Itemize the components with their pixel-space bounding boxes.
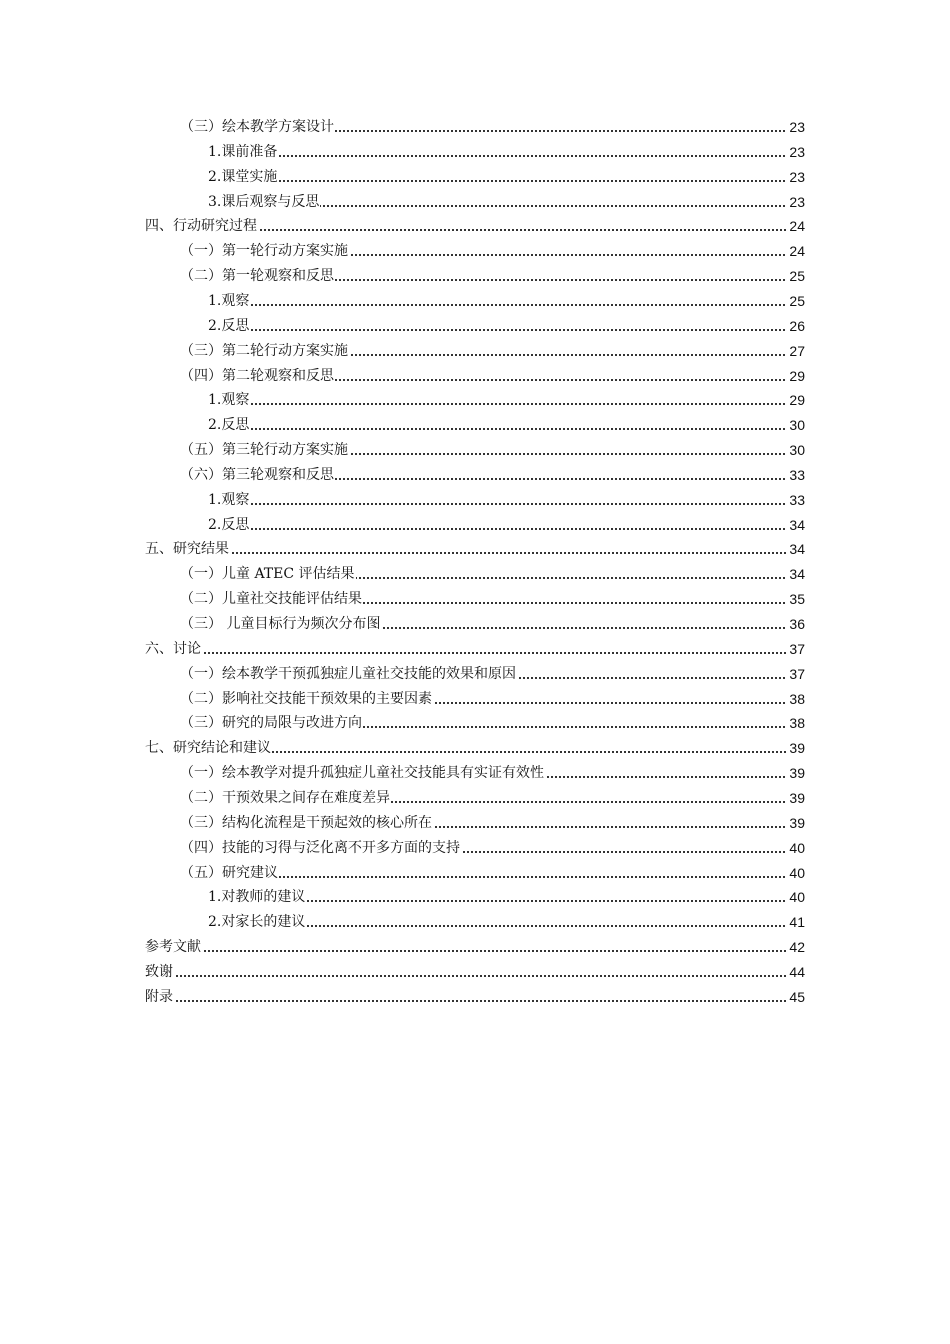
toc-entry[interactable] bbox=[0, 165, 950, 189]
toc-entry-title: （四）技能的习得与泛化离不开多方面的支持 bbox=[180, 836, 461, 860]
toc-entry-page-number: 39 bbox=[787, 761, 805, 785]
toc-entry[interactable] bbox=[0, 910, 950, 934]
toc-leader-dots bbox=[145, 552, 805, 554]
toc-leader-dots bbox=[208, 329, 805, 331]
toc-entry-title: （二）影响社交技能干预效果的主要因素 bbox=[180, 687, 433, 711]
toc-entry[interactable] bbox=[0, 587, 950, 611]
toc-entry[interactable] bbox=[0, 264, 950, 288]
toc-entry[interactable] bbox=[0, 711, 950, 735]
toc-entry[interactable] bbox=[0, 662, 950, 686]
toc-entry[interactable] bbox=[0, 861, 950, 885]
toc-leader-dots bbox=[208, 180, 805, 182]
toc-entry-page-number: 34 bbox=[787, 513, 805, 537]
toc-entry[interactable] bbox=[0, 364, 950, 388]
toc-leader-dots bbox=[208, 428, 805, 430]
toc-entry-page-number: 30 bbox=[787, 438, 805, 462]
toc-entry-page-number: 40 bbox=[787, 885, 805, 909]
toc-entry-title: 附录 bbox=[145, 985, 174, 1009]
toc-entry-title: （六）第三轮观察和反思 bbox=[180, 463, 335, 487]
toc-entry-page-number: 29 bbox=[787, 388, 805, 412]
toc-entry-title: 2.反思 bbox=[208, 513, 250, 537]
toc-entry-page-number: 23 bbox=[787, 165, 805, 189]
toc-entry-title: （一）绘本教学对提升孤独症儿童社交技能具有实证有效性 bbox=[180, 761, 545, 785]
toc-entry-title: （一）绘本教学干预孤独症儿童社交技能的效果和原因 bbox=[180, 662, 517, 686]
toc-leader-dots bbox=[208, 304, 805, 306]
toc-entry-title: 1.观察 bbox=[208, 488, 250, 512]
toc-entry-page-number: 29 bbox=[787, 364, 805, 388]
toc-entry[interactable] bbox=[0, 687, 950, 711]
toc-entry[interactable] bbox=[0, 140, 950, 164]
toc-entry-title: （一）儿童 ATEC 评估结果 bbox=[180, 562, 356, 586]
toc-entry-title: （三）绘本教学方案设计 bbox=[180, 115, 335, 139]
toc-entry[interactable] bbox=[0, 885, 950, 909]
toc-entry-page-number: 38 bbox=[787, 711, 805, 735]
toc-leader-dots bbox=[208, 155, 805, 157]
toc-leader-dots bbox=[145, 950, 805, 952]
toc-entry-title: （二）第一轮观察和反思 bbox=[180, 264, 335, 288]
toc-entry[interactable] bbox=[0, 463, 950, 487]
toc-entry[interactable] bbox=[0, 786, 950, 810]
toc-entry-page-number: 24 bbox=[787, 239, 805, 263]
toc-entry[interactable] bbox=[0, 761, 950, 785]
toc-entry[interactable] bbox=[0, 562, 950, 586]
toc-entry-title: 2.对家长的建议 bbox=[208, 910, 306, 934]
toc-entry[interactable] bbox=[0, 985, 950, 1009]
toc-entry-page-number: 37 bbox=[787, 662, 805, 686]
toc-entry-title: （三）结构化流程是干预起效的核心所在 bbox=[180, 811, 433, 835]
toc-entry-page-number: 23 bbox=[787, 115, 805, 139]
toc-entry-page-number: 24 bbox=[787, 214, 805, 238]
toc-entry-page-number: 25 bbox=[787, 264, 805, 288]
toc-entry[interactable] bbox=[0, 190, 950, 214]
toc-entry-title: 2.课堂实施 bbox=[208, 165, 278, 189]
toc-entry[interactable] bbox=[0, 736, 950, 760]
toc-entry-page-number: 41 bbox=[787, 910, 805, 934]
toc-entry-title: 六、讨论 bbox=[145, 637, 202, 661]
toc-entry-title: 参考文献 bbox=[145, 935, 202, 959]
toc-entry[interactable] bbox=[0, 612, 950, 636]
toc-entry-title: 1.观察 bbox=[208, 289, 250, 313]
toc-entry-title: 3.课后观察与反思 bbox=[208, 190, 320, 214]
toc-entry-page-number: 38 bbox=[787, 687, 805, 711]
toc-entry[interactable] bbox=[0, 537, 950, 561]
toc-entry-page-number: 30 bbox=[787, 413, 805, 437]
toc-entry[interactable] bbox=[0, 413, 950, 437]
toc-entry[interactable] bbox=[0, 637, 950, 661]
toc-entry-title: 五、研究结果 bbox=[145, 537, 230, 561]
toc-entry-title: 1.观察 bbox=[208, 388, 250, 412]
toc-entry-page-number: 37 bbox=[787, 637, 805, 661]
toc-entry[interactable] bbox=[0, 488, 950, 512]
toc-entry-title: （二）儿童社交技能评估结果 bbox=[180, 587, 363, 611]
toc-entry-title: （三）研究的局限与改进方向 bbox=[180, 711, 363, 735]
toc-entry-title: 1.对教师的建议 bbox=[208, 885, 306, 909]
toc-entry[interactable] bbox=[0, 239, 950, 263]
toc-entry-page-number: 33 bbox=[787, 488, 805, 512]
toc-entry-title: （一）第一轮行动方案实施 bbox=[180, 239, 349, 263]
toc-entry-page-number: 44 bbox=[787, 960, 805, 984]
toc-entry[interactable] bbox=[0, 513, 950, 537]
toc-entry-title: 2.反思 bbox=[208, 413, 250, 437]
toc-entry-page-number: 33 bbox=[787, 463, 805, 487]
toc-entry[interactable] bbox=[0, 935, 950, 959]
toc-entry-page-number: 39 bbox=[787, 786, 805, 810]
toc-entry-title: 1.课前准备 bbox=[208, 140, 278, 164]
toc-entry-page-number: 40 bbox=[787, 861, 805, 885]
toc-entry[interactable] bbox=[0, 388, 950, 412]
toc-entry-page-number: 34 bbox=[787, 562, 805, 586]
toc-entry[interactable] bbox=[0, 339, 950, 363]
toc-leader-dots bbox=[208, 528, 805, 530]
toc-entry-title: （五）研究建议 bbox=[180, 861, 279, 885]
toc-entry-page-number: 39 bbox=[787, 811, 805, 835]
toc-entry[interactable] bbox=[0, 214, 950, 238]
toc-entry-page-number: 42 bbox=[787, 935, 805, 959]
toc-leader-dots bbox=[145, 652, 805, 654]
toc-entry[interactable] bbox=[0, 811, 950, 835]
toc-entry-page-number: 27 bbox=[787, 339, 805, 363]
toc-entry[interactable] bbox=[0, 438, 950, 462]
toc-entry-title: 四、行动研究过程 bbox=[145, 214, 258, 238]
toc-entry[interactable] bbox=[0, 115, 950, 139]
toc-entry[interactable] bbox=[0, 289, 950, 313]
toc-entry-page-number: 26 bbox=[787, 314, 805, 338]
toc-entry[interactable] bbox=[0, 836, 950, 860]
toc-entry-page-number: 23 bbox=[787, 140, 805, 164]
toc-entry[interactable] bbox=[0, 314, 950, 338]
toc-entry-page-number: 23 bbox=[787, 190, 805, 214]
toc-entry-page-number: 40 bbox=[787, 836, 805, 860]
toc-leader-dots bbox=[208, 503, 805, 505]
toc-entry-title: （三）第二轮行动方案实施 bbox=[180, 339, 349, 363]
toc-entry-page-number: 34 bbox=[787, 537, 805, 561]
toc-entry-page-number: 36 bbox=[787, 612, 805, 636]
toc-leader-dots bbox=[208, 403, 805, 405]
toc-entry-title: 致谢 bbox=[145, 960, 174, 984]
toc-entry-page-number: 39 bbox=[787, 736, 805, 760]
toc-entry-page-number: 45 bbox=[787, 985, 805, 1009]
toc-entry-title: （四）第二轮观察和反思 bbox=[180, 364, 335, 388]
toc-leader-dots bbox=[145, 975, 805, 977]
toc-entry-page-number: 35 bbox=[787, 587, 805, 611]
toc-entry-title: （三） 儿童目标行为频次分布图 bbox=[180, 612, 381, 636]
toc-entry[interactable] bbox=[0, 960, 950, 984]
toc-entry-page-number: 25 bbox=[787, 289, 805, 313]
toc-entry-title: 2.反思 bbox=[208, 314, 250, 338]
toc-leader-dots bbox=[145, 1000, 805, 1002]
toc-entry-title: （二）干预效果之间存在难度差异 bbox=[180, 786, 391, 810]
toc-entry-title: 七、研究结论和建议 bbox=[145, 736, 272, 760]
toc-entry-title: （五）第三轮行动方案实施 bbox=[180, 438, 349, 462]
